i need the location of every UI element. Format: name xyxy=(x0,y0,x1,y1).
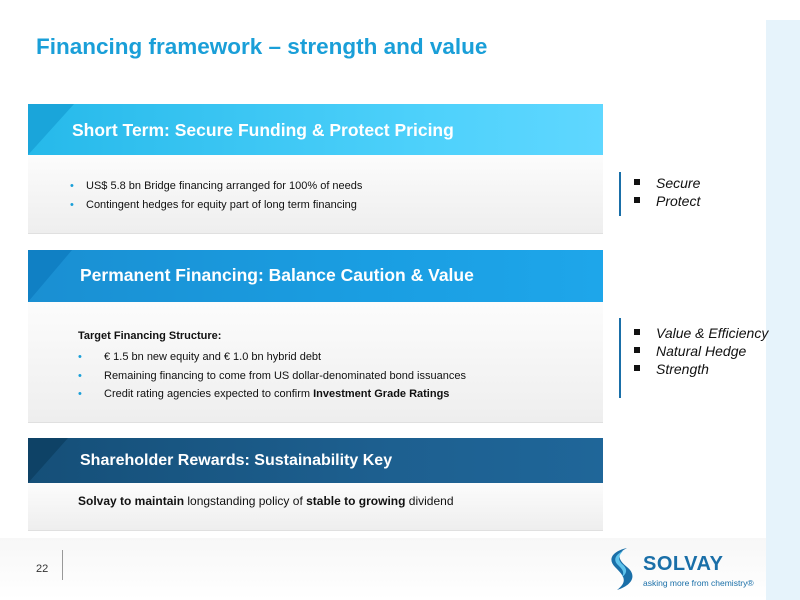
solvay-logo xyxy=(603,545,763,595)
permanent-financing-panel xyxy=(28,302,603,423)
solvay-swirl-icon xyxy=(603,545,639,593)
bullet-icon: • xyxy=(70,198,74,211)
square-bullet-icon xyxy=(634,197,640,203)
list-item: Secure xyxy=(632,174,700,192)
list-item: Strength xyxy=(632,360,772,378)
page-number: 22 xyxy=(36,563,49,575)
bullet-icon: • xyxy=(78,351,82,363)
dividend-statement: Solvay to maintain longstanding policy of stable to growing dividend xyxy=(78,494,454,508)
bullet-icon: • xyxy=(70,180,74,192)
shareholder-rewards-heading: Shareholder Rewards: Sustainability Key xyxy=(80,452,393,469)
list-item: • Remaining financing to come from US dollar-denominated bond issuances xyxy=(78,367,466,386)
list-item: Protect xyxy=(632,192,700,210)
right-edge-stripe-gap xyxy=(766,0,800,20)
short-term-side-points xyxy=(632,174,700,210)
permanent-financing-side-points xyxy=(632,324,772,378)
list-item: Value & Efficiency xyxy=(632,324,772,342)
slide-title: Financing framework – strength and value xyxy=(36,34,488,59)
bullet-icon: • xyxy=(78,388,82,400)
square-bullet-icon xyxy=(634,347,640,353)
header-accent xyxy=(28,250,72,302)
list-item: • Contingent hedges for equity part of long term financing xyxy=(70,196,362,215)
side-divider xyxy=(619,318,621,398)
shareholder-rewards-header xyxy=(28,438,603,483)
short-term-panel xyxy=(28,155,603,234)
square-bullet-icon xyxy=(634,329,640,335)
permanent-financing-heading: Permanent Financing: Balance Caution & Value xyxy=(80,265,474,285)
list-item: • US$ 5.8 bn Bridge financing arranged for 100% of needs xyxy=(70,177,362,196)
footer-divider xyxy=(62,550,63,580)
square-bullet-icon xyxy=(634,365,640,371)
list-item: Natural Hedge xyxy=(632,342,772,360)
right-edge-stripe xyxy=(766,0,800,600)
side-divider xyxy=(619,172,621,216)
list-item: • € 1.5 bn new equity and € 1.0 bn hybrid debt xyxy=(78,348,466,367)
short-term-header xyxy=(28,104,603,155)
shareholder-rewards-panel xyxy=(28,483,603,531)
emphasis-text: Investment Grade Ratings xyxy=(313,388,450,400)
header-accent xyxy=(28,438,68,483)
short-term-bullets xyxy=(70,177,362,214)
bullet-icon: • xyxy=(78,369,82,382)
header-accent xyxy=(28,104,74,155)
logo-wordmark: SOLVAY xyxy=(643,553,724,575)
permanent-financing-header xyxy=(28,250,603,302)
square-bullet-icon xyxy=(634,179,640,185)
logo-tagline: asking more from chemistry® xyxy=(643,578,754,588)
target-structure-label: Target Financing Structure: xyxy=(78,330,222,342)
permanent-financing-bullets xyxy=(78,348,466,404)
list-item: • Credit rating agencies expected to confirm Investment Grade Ratings xyxy=(78,385,466,404)
short-term-heading: Short Term: Secure Funding & Protect Pricing xyxy=(72,120,454,140)
